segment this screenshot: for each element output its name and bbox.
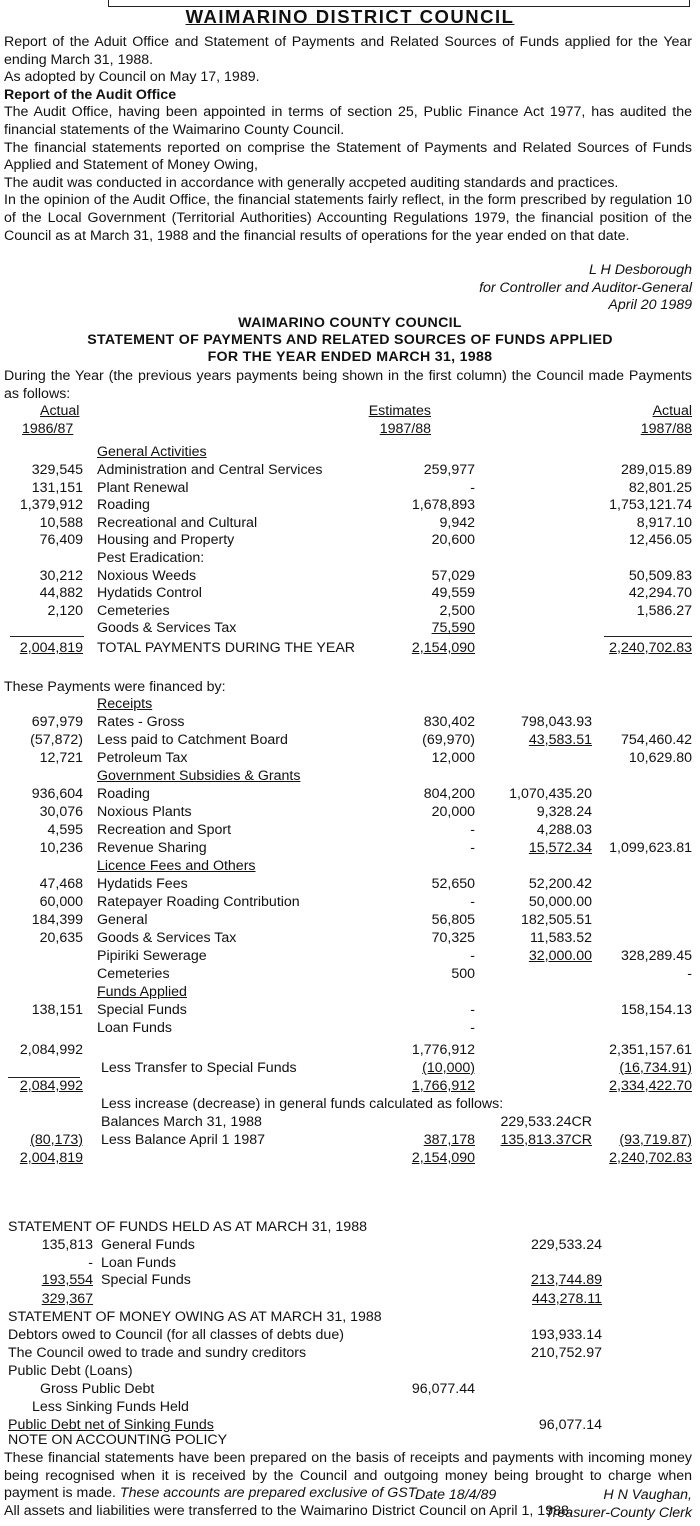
fin-prev: (57,872)	[30, 732, 83, 748]
payment-prev: 1,379,912	[19, 497, 83, 514]
payment-prev: 2,120	[47, 602, 83, 619]
fin-act: 10,629.80	[628, 750, 692, 766]
final-prev: 2,004,819	[19, 1150, 83, 1166]
payment-label: Administration and Central Services	[97, 462, 323, 478]
public-debt-row	[0, 1363, 700, 1381]
statement-heading-1: WAIMARINO COUNTY COUNCIL	[238, 315, 462, 331]
fin-label: Pipiriki Sewerage	[97, 948, 207, 964]
payment-label: Plant Renewal	[97, 479, 189, 496]
note-heading-row	[0, 1432, 700, 1450]
financed-row	[0, 966, 700, 984]
fin-est: 20,000	[431, 804, 475, 820]
note-gst: These accounts are prepared exclusive of GST.	[119, 1485, 420, 1502]
payment-prev: 329,545	[31, 462, 83, 478]
section-heading: Funds Applied	[97, 984, 187, 1000]
less-increase-label: Less increase (decrease) in general funds calculated as follows:	[101, 1096, 504, 1112]
fin-label: Cemeteries	[97, 966, 170, 982]
auditor-role: for Controller and Auditor-General	[479, 279, 692, 296]
debtors-label: Debtors owed to Council (for all classes of debts due)	[8, 1327, 344, 1343]
payment-act: 42,294.70	[628, 585, 692, 602]
total-payments-row	[0, 640, 700, 658]
fin-est: 804,200	[423, 786, 475, 802]
fin-sub: 11,583.52	[529, 930, 592, 946]
payment-label: Cemeteries	[97, 602, 170, 619]
fin-label: Less paid to Catchment Board	[97, 732, 288, 748]
audit-para-4: In the opinion of the Audit Office, the financial statements fairly reflect, in the form prescribed by regulation 10 of the Local Government (Territorial Authorities) Accounting Regulations 1979, the financial position of the Council as at March 31, 1988 and the financial results of operations for the year ended on that date.	[4, 192, 692, 244]
sum1-prev: 2,084,992	[19, 1042, 83, 1058]
fh-general-label: General Funds	[101, 1237, 195, 1253]
financed-row	[0, 912, 700, 930]
financed-row	[0, 984, 700, 1002]
creditors-row	[0, 1345, 700, 1363]
financed-row	[0, 948, 700, 966]
financed-row	[0, 804, 700, 822]
fin-sub: 798,043.93	[520, 714, 592, 730]
creditors-value: 210,752.97	[530, 1345, 602, 1361]
fin-label: Recreation and Sport	[97, 822, 232, 838]
financed-row	[0, 786, 700, 804]
fin-est: 52,650	[431, 876, 475, 892]
fin-sub: 9,328.24	[536, 804, 592, 820]
net-debt-value: 96,077.14	[538, 1417, 602, 1433]
fin-label: Goods & Services Tax	[97, 930, 237, 946]
financed-row	[0, 714, 700, 732]
debtors-row	[0, 1327, 700, 1345]
financed-row	[0, 894, 700, 912]
col-actual-prev-year: 1986/87	[22, 421, 74, 437]
col-estimates-year: 1987/88	[379, 421, 431, 437]
payment-est: 57,029	[431, 567, 475, 584]
fin-est: 56,805	[431, 912, 475, 928]
payment-label: Goods & Services Tax	[97, 620, 237, 637]
fin-est: -	[470, 822, 475, 838]
receipts-heading-row	[0, 696, 700, 714]
rule	[604, 636, 692, 637]
audit-para-3: The audit was conducted in accordance with generally accpeted auditing standards and practices.	[4, 174, 619, 191]
fin-act: 1,099,623.81	[609, 840, 692, 856]
total-act: 2,240,702.83	[609, 640, 692, 656]
fin-sub: 182,505.51	[520, 912, 592, 928]
net-debt-label: Public Debt net of Sinking Funds	[8, 1417, 214, 1433]
financed-row	[0, 750, 700, 768]
funds-held-loan	[0, 1255, 700, 1273]
financed-row	[0, 732, 700, 750]
col-actual: Actual	[652, 403, 692, 419]
fin-label: Special Funds	[97, 1002, 187, 1018]
payment-est: 75,590	[431, 620, 475, 637]
final-act: 2,240,702.83	[609, 1150, 692, 1166]
col-actual-prev: Actual	[40, 403, 80, 419]
col-estimates: Estimates	[368, 403, 431, 419]
fin-label: Revenue Sharing	[97, 840, 207, 856]
fin-sub: 4,288.03	[536, 822, 592, 838]
total-label: TOTAL PAYMENTS DURING THE YEAR	[97, 640, 356, 656]
fin-est: 12,000	[431, 750, 475, 766]
sum2-prev: 2,084,992	[19, 1078, 83, 1094]
funds-held-heading: STATEMENT OF FUNDS HELD AS AT MARCH 31, 1988	[8, 1219, 367, 1235]
financed-row	[0, 822, 700, 840]
payment-prev: 30,212	[39, 567, 83, 584]
payment-est: 1,678,893	[411, 497, 475, 514]
fin-sub: 1,070,435.20	[509, 786, 592, 802]
less-bal-label: Less Balance April 1 1987	[101, 1132, 266, 1148]
fin-prev: 12,721	[39, 750, 83, 766]
fin-act: -	[687, 966, 692, 982]
clerk-signature-row	[0, 1487, 700, 1505]
sum1-act: 2,351,157.61	[609, 1042, 692, 1058]
financed-row	[0, 876, 700, 894]
payment-row	[0, 620, 700, 638]
audit-heading: Report of the Audit Office	[4, 86, 177, 103]
transfer-act: (16,734.91)	[619, 1060, 692, 1076]
fin-est: -	[470, 948, 475, 964]
payment-est: 9,942	[439, 514, 475, 531]
column-header-row-1	[0, 403, 700, 421]
fin-label: Noxious Plants	[97, 804, 192, 820]
payment-act: 82,801.25	[628, 479, 692, 496]
fin-prev: 936,604	[31, 786, 83, 802]
payment-row	[0, 515, 700, 533]
audit-report	[4, 34, 692, 245]
clerk-name: H N Vaughan,	[603, 1487, 692, 1503]
balances-row	[0, 1114, 700, 1132]
less-bal-act: (93,719.87)	[619, 1132, 692, 1148]
fin-sub: 32,000.00	[528, 948, 592, 964]
col-actual-year: 1987/88	[640, 421, 692, 437]
funds-held-general	[0, 1237, 700, 1255]
transfer-est: (10,000)	[422, 1060, 475, 1076]
fin-est: 70,325	[431, 930, 475, 946]
sinking-label: Less Sinking Funds Held	[32, 1399, 189, 1415]
payment-est: 49,559	[431, 585, 475, 602]
funds-held-special	[0, 1272, 700, 1290]
note-para-2: All assets and liabilities were transferred to the Waimarino District Council on April 1, 1988.	[4, 1502, 573, 1519]
payment-row	[0, 603, 700, 621]
column-header-row-2	[0, 421, 700, 439]
gross-debt-value: 96,077.44	[411, 1381, 475, 1397]
financed-row	[0, 1002, 700, 1020]
audit-date: April 20 1989	[608, 297, 692, 314]
funds-held-heading-row	[0, 1219, 700, 1237]
payment-row	[0, 532, 700, 550]
fin-label: General	[97, 912, 148, 928]
rule	[10, 636, 84, 637]
sum2-row	[0, 1078, 700, 1096]
less-bal-prev: (80,173)	[30, 1132, 83, 1148]
fh-loan-prev: -	[88, 1255, 93, 1271]
intro-line-1: Report of the Aduit Office and Statement of Payments and Related Sources of Funds applied for the Year ending March 31, 1988.	[4, 34, 692, 68]
payment-row	[0, 585, 700, 603]
payment-label: Hydatids Control	[97, 585, 202, 602]
gross-debt-row	[0, 1381, 700, 1399]
statement-heading-2: STATEMENT OF PAYMENTS AND RELATED SOURCES OF FUNDS APPLIED	[87, 332, 613, 348]
money-owing-heading: STATEMENT OF MONEY OWING AS AT MARCH 31, 1988	[8, 1309, 382, 1325]
payment-label: Pest Eradication:	[97, 550, 205, 566]
less-increase-row	[0, 1096, 700, 1114]
payment-act: 289,015.89	[620, 462, 692, 478]
fin-sub: 43,583.51	[528, 732, 592, 748]
fh-total-prev: 329,367	[41, 1291, 93, 1307]
fh-loan-label: Loan Funds	[101, 1255, 176, 1271]
fin-est: -	[470, 1002, 475, 1018]
fin-prev: 138,151	[31, 1002, 83, 1018]
fh-general-prev: 135,813	[41, 1237, 93, 1253]
audit-para-1: The Audit Office, having been appointed in terms of section 25, Public Finance Act 1977, has audited the financial statements of the Waimarino County Council.	[4, 104, 692, 138]
payment-label: Recreational and Cultural	[97, 514, 258, 531]
fh-general-act: 229,533.24	[530, 1237, 602, 1253]
payment-est: 20,600	[431, 532, 475, 549]
transfer-label: Less Transfer to Special Funds	[101, 1060, 297, 1076]
payment-row	[0, 568, 700, 586]
section-heading: Government Subsidies & Grants	[97, 768, 301, 784]
balances-label: Balances March 31, 1988	[101, 1114, 262, 1130]
payment-prev: 131,151	[31, 479, 83, 496]
audit-signature	[479, 262, 692, 315]
final-est: 2,154,090	[411, 1150, 475, 1166]
fin-label: Rates - Gross	[97, 714, 185, 730]
fin-sub: 50,000.00	[528, 894, 592, 910]
fin-prev: 47,468	[39, 876, 83, 892]
payment-prev: 10,588	[39, 514, 83, 531]
funds-held-total	[0, 1291, 700, 1309]
fin-prev: 20,635	[39, 930, 83, 946]
payment-prev: 76,409	[39, 532, 83, 549]
clerk-role: Treasurer-County Clerk	[545, 1505, 692, 1521]
fin-prev: 184,399	[31, 912, 83, 928]
fin-act: 754,460.42	[620, 732, 692, 748]
general-activities-heading: General Activities	[97, 444, 207, 460]
fin-prev: 697,979	[31, 714, 83, 730]
payment-row	[0, 550, 700, 568]
receipts-heading: Receipts	[97, 696, 153, 712]
statement-intro-text: During the Year (the previous years payments being shown in the first column) the Council made Payments as follows:	[4, 368, 692, 402]
fin-label: Roading	[97, 786, 150, 802]
fin-label: Loan Funds	[97, 1020, 172, 1036]
creditors-label: The Council owed to trade and sundry creditors	[8, 1345, 307, 1361]
debtors-value: 193,933.14	[530, 1327, 602, 1343]
public-debt-label: Public Debt (Loans)	[8, 1363, 133, 1379]
fin-sub: 52,200.42	[528, 876, 592, 892]
fin-label: Ratepayer Roading Contribution	[97, 894, 300, 910]
payment-est: 2,500	[439, 602, 475, 619]
total-prev: 2,004,819	[19, 640, 83, 656]
total-est: 2,154,090	[411, 640, 475, 656]
fin-prev: 4,595	[47, 822, 83, 838]
sum-row	[0, 1042, 700, 1060]
note-heading: NOTE ON ACCOUNTING POLICY	[8, 1432, 228, 1448]
fin-prev: 10,236	[39, 840, 83, 856]
financed-row	[0, 858, 700, 876]
transfer-row	[0, 1060, 700, 1078]
payment-act: 12,456.05	[628, 532, 692, 549]
payment-row	[0, 462, 700, 480]
clerk-role-row	[0, 1502, 700, 1523]
fin-act: 158,154.13	[620, 1002, 692, 1018]
fin-prev: 30,076	[39, 804, 83, 820]
financed-intro-row	[0, 679, 700, 697]
fh-special-act: 213,744.89	[530, 1272, 602, 1288]
financed-row	[0, 1020, 700, 1038]
sum2-act: 2,334,422.70	[609, 1078, 692, 1094]
sinking-row	[0, 1399, 700, 1417]
sum2-est: 1,766,912	[411, 1078, 475, 1094]
fin-prev: 60,000	[39, 894, 83, 910]
fin-est: -	[470, 894, 475, 910]
sum1-est: 1,776,912	[411, 1042, 475, 1058]
fh-total-act: 443,278.11	[532, 1291, 602, 1307]
fin-est: -	[470, 1020, 475, 1036]
fin-label: Hydatids Fees	[97, 876, 188, 892]
payment-row	[0, 497, 700, 515]
payment-label: Noxious Weeds	[97, 567, 197, 584]
statement-intro	[4, 368, 692, 403]
payment-prev: 44,882	[39, 585, 83, 602]
financed-row	[0, 768, 700, 786]
payment-act: 50,509.83	[628, 567, 692, 584]
payment-est: -	[470, 479, 475, 496]
fin-est: 830,402	[423, 714, 475, 730]
intro-line-2: As adopted by Council on May 17, 1989.	[4, 69, 260, 86]
money-owing-heading-row	[0, 1309, 700, 1327]
fin-est: -	[470, 840, 475, 856]
payment-act: 1,586.27	[636, 602, 692, 619]
payment-act: 1,753,121.74	[609, 497, 692, 514]
less-balance-row	[0, 1132, 700, 1150]
balances-sub: 229,533.24CR	[500, 1114, 592, 1130]
payment-row	[0, 480, 700, 498]
fin-label: Petroleum Tax	[97, 750, 188, 766]
fin-act: 328,289.45	[620, 948, 692, 964]
payment-label: Housing and Property	[97, 532, 235, 549]
page-title: WAIMARINO DISTRICT COUNCIL	[185, 6, 515, 27]
less-bal-sub: 135,813.37CR	[500, 1132, 592, 1148]
note-text: These financial statements have been prepared on the basis of receipts and payments with incoming money being recognised when it is received by the Council and outgoing money being brought to charge when payment is made.	[4, 1450, 692, 1502]
financed-row	[0, 840, 700, 858]
auditor-name: L H Desborough	[588, 262, 692, 278]
fin-est: (69,970)	[422, 732, 475, 748]
fin-sub: 15,572.34	[528, 840, 592, 856]
gross-debt-label: Gross Public Debt	[40, 1381, 155, 1397]
general-activities-heading-row	[0, 444, 700, 462]
financed-row	[0, 930, 700, 948]
fh-special-prev: 193,554	[41, 1272, 93, 1288]
statement-heading-3: FOR THE YEAR ENDED MARCH 31, 1988	[207, 349, 493, 365]
final-row	[0, 1150, 700, 1168]
less-bal-est: 387,178	[423, 1132, 475, 1148]
payment-act: 8,917.10	[636, 514, 692, 531]
payment-est: 259,977	[423, 462, 475, 478]
fin-est: 500	[451, 966, 475, 982]
financed-intro: These Payments were financed by:	[4, 679, 226, 695]
clerk-date: Date 18/4/89	[415, 1487, 497, 1503]
payment-label: Roading	[97, 497, 150, 514]
section-heading: Licence Fees and Others	[97, 858, 256, 874]
fh-special-label: Special Funds	[101, 1272, 191, 1288]
audit-para-2: The financial statements reported on comprise the Statement of Payments and Related Sources of Funds Applied and Statement of Money Owing,	[4, 139, 692, 174]
